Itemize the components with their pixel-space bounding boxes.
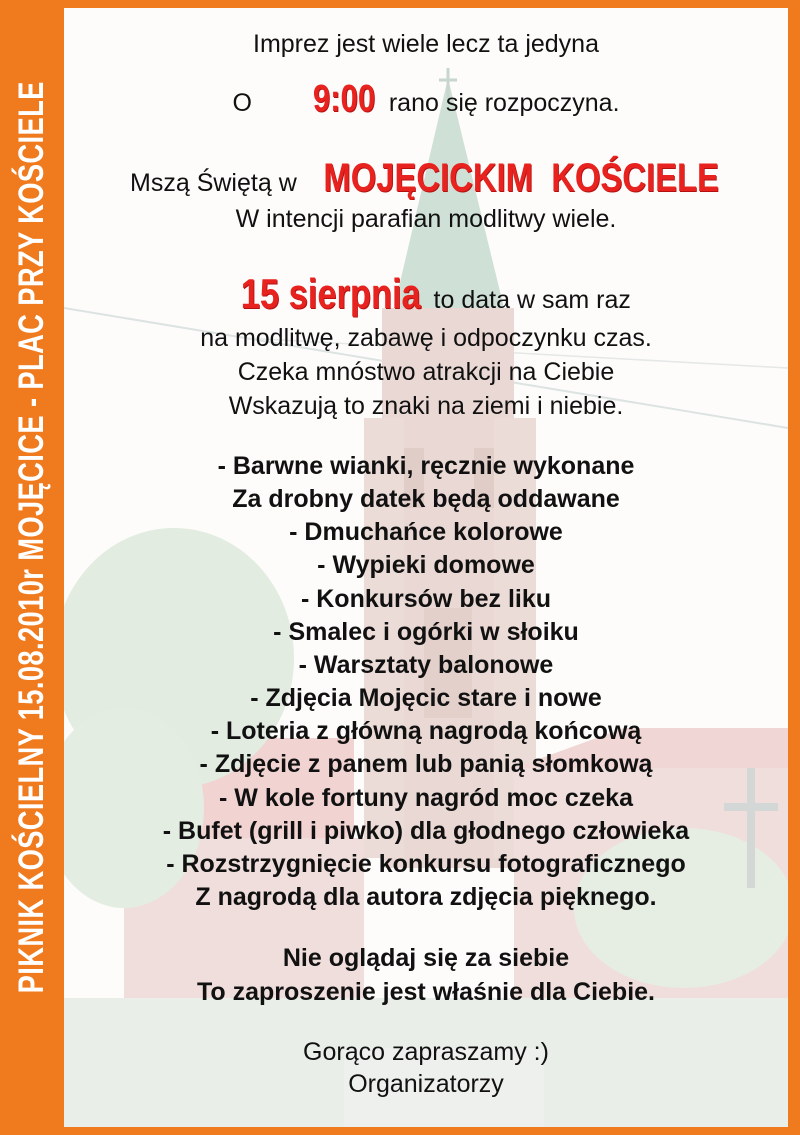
signature-line-2: Organizatorzy: [348, 1070, 504, 1098]
intro-line-2-prefix: O: [232, 89, 252, 117]
church-name: MOJĘCICKIM KOŚCIELE: [323, 156, 719, 200]
intro-line-3-prefix: Mszą Świętą w: [130, 169, 297, 197]
date-line-1: [64, 270, 788, 318]
attraction-item: - Rozstrzygnięcie konkursu fotograficznego: [166, 850, 686, 878]
attraction-item: - Dmuchańce kolorowe: [289, 518, 563, 546]
attraction-item: - Bufet (grill i piwko) dla głodnego człowieka: [162, 817, 690, 845]
attraction-item: Z nagrodą dla autora zdjęcia pięknego.: [195, 883, 657, 911]
intro-line-4: W intencji parafian modlitwy wiele.: [235, 205, 617, 233]
intro-line-2-suffix: rano się rozpoczyna.: [388, 89, 620, 117]
closing-line-1: Nie oglądaj się za siebie: [282, 944, 570, 972]
start-time: 9:00: [312, 78, 376, 120]
date-line-1-suffix: to data w sam raz: [433, 286, 631, 314]
attraction-item: - Wypieki domowe: [317, 551, 535, 579]
attraction-item: - Smalec i ogórki w słoiku: [273, 618, 579, 646]
poster-text: [64, 8, 788, 1127]
attraction-item: - Barwne wianki, ręcznie wykonane: [217, 452, 635, 480]
intro-line-3: [64, 156, 788, 201]
date-line-2: na modlitwę, zabawę i odpoczynku czas.: [200, 324, 652, 352]
attraction-item: - Warsztaty balonowe: [298, 651, 554, 679]
side-banner: [0, 0, 64, 1135]
signature-line-1: Gorąco zapraszamy :): [303, 1038, 549, 1066]
attraction-item: - W kole fortuny nagród moc czeka: [219, 784, 633, 812]
event-date: 15 sierpnia: [240, 270, 421, 317]
intro-line-2: [64, 78, 788, 121]
attraction-item: - Zdjęcia Mojęcic stare i nowe: [250, 684, 602, 712]
attraction-item: - Zdjęcie z panem lub panią słomkową: [199, 750, 653, 778]
side-banner-text: PIKNIK KOŚCIELNY 15.08.2010r MOJĘCICE - PLAC PRZY KOŚCIELE: [12, 81, 51, 994]
attraction-item: - Konkursów bez liku: [300, 585, 552, 613]
attraction-item: Za drobny datek będą oddawane: [232, 485, 620, 513]
date-line-3: Czeka mnóstwo atrakcji na Ciebie: [237, 358, 615, 386]
poster-panel: [64, 8, 788, 1127]
closing-line-2: To zaproszenie jest właśnie dla Ciebie.: [196, 978, 655, 1006]
attraction-item: - Loteria z główną nagrodą końcową: [210, 717, 642, 745]
date-line-4: Wskazują to znaki na ziemi i niebie.: [228, 392, 624, 420]
intro-line-1: Imprez jest wiele lecz ta jedyna: [253, 30, 599, 58]
